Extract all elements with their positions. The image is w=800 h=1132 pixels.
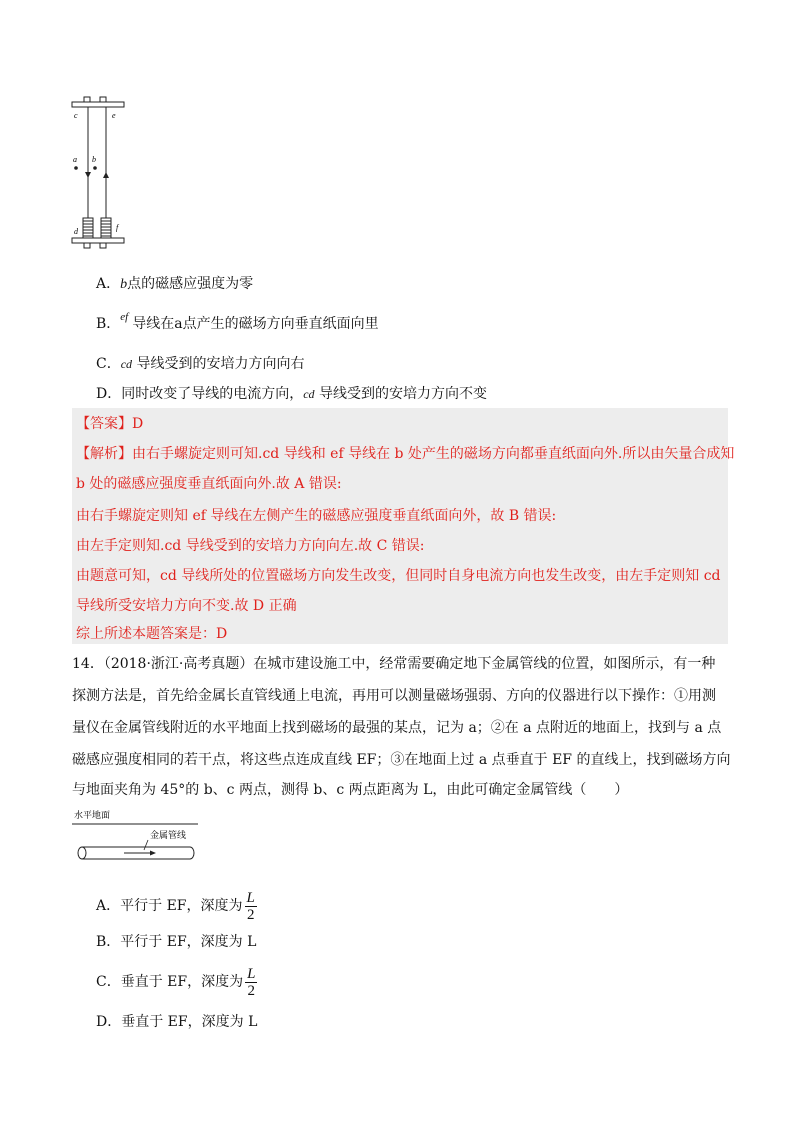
fraction-l-over-2: $\frac{L}{2}$ <box>246 889 255 923</box>
analysis-line-7: 综上所述本题答案是：D <box>76 626 228 642</box>
q14-line-1: 14．（2018·浙江·高考真题）在城市建设施工中，经常需要确定地下金属管线的位置，如图所示，有一种 <box>72 656 716 672</box>
analysis-line-6: 导线所受安培力方向不变.故 D 正确 <box>76 598 297 614</box>
pipe-label: 金属管线 <box>150 830 187 840</box>
q13-option-d[interactable]: D．同时改变了导线的电流方向，cd 导线受到的安培力方向不变 <box>96 386 488 402</box>
q14-line-2: 探测方法是，首先给金属长直管线通上电流，再用可以测量磁场强弱、方向的仪器进行以下操作：①用测 <box>72 688 716 704</box>
fraction-l-over-2: $\frac{L}{2}$ <box>247 965 256 999</box>
q14-option-d[interactable]: D．垂直于 EF，深度为 L <box>96 1014 258 1030</box>
q14-option-c[interactable]: C．垂直于 EF，深度为 $\frac{L}{2}$ <box>96 965 256 999</box>
analysis-line-1: 【解析】由右手螺旋定则可知.cd 导线和 ef 导线在 b 处产生的磁场方向都垂直纸面向外.所以由矢量合成知 <box>76 446 735 462</box>
label-b: b <box>92 155 96 164</box>
label-a: a <box>73 155 77 164</box>
q13-option-b[interactable]: B．$^{ef}$ 导线在a点产生的磁场方向垂直纸面向里 <box>96 311 379 332</box>
analysis-line-5: 由题意可知，cd 导线所处的位置磁场方向发生改变，但同时自身电流方向也发生改变，由左手定则知 cd <box>76 568 721 584</box>
q13-option-a[interactable]: A．b点的磁感应强度为零 <box>96 276 254 292</box>
q13-option-c[interactable]: C．cd 导线受到的安培力方向向右 <box>96 356 305 372</box>
analysis-line-3: 由右手螺旋定则知 ef 导线在左侧产生的磁感应强度垂直纸面向外，故 B 错误: <box>76 508 557 524</box>
label-c: c <box>74 111 78 120</box>
q14-line-3: 量仪在金属管线附近的水平地面上找到磁场的最强的某点，记为 a；②在 a 点附近的地面上，找到与 a 点 <box>72 720 722 736</box>
analysis-line-4: 由左手定则知.cd 导线受到的安培力方向向左.故 C 错误: <box>76 538 425 554</box>
analysis-line-2: b 处的磁感应强度垂直纸面向外.故 A 错误: <box>76 476 342 492</box>
wire-spring-figure <box>66 94 130 254</box>
q14-option-a[interactable]: A．平行于 EF，深度为 $\frac{L}{2}$ <box>96 889 255 923</box>
answer-line: 【答案】D <box>76 416 144 432</box>
q14-line-4: 磁感应强度相同的若干点，将这些点连成直线 EF；③在地面上过 a 点垂直于 EF 的直线上，找到磁场方向 <box>72 752 731 768</box>
q14-line-5: 与地面夹角为 45°的 b、c 两点，测得 b、c 两点距离为 L，由此可确定金属管线（ ） <box>72 782 629 798</box>
q14-option-b[interactable]: B．平行于 EF，深度为 L <box>96 934 257 950</box>
label-e: e <box>112 111 116 120</box>
label-d: d <box>74 227 78 236</box>
pipe-figure <box>70 806 210 868</box>
ground-label: 水平地面 <box>74 810 111 820</box>
label-f: f <box>116 223 119 232</box>
